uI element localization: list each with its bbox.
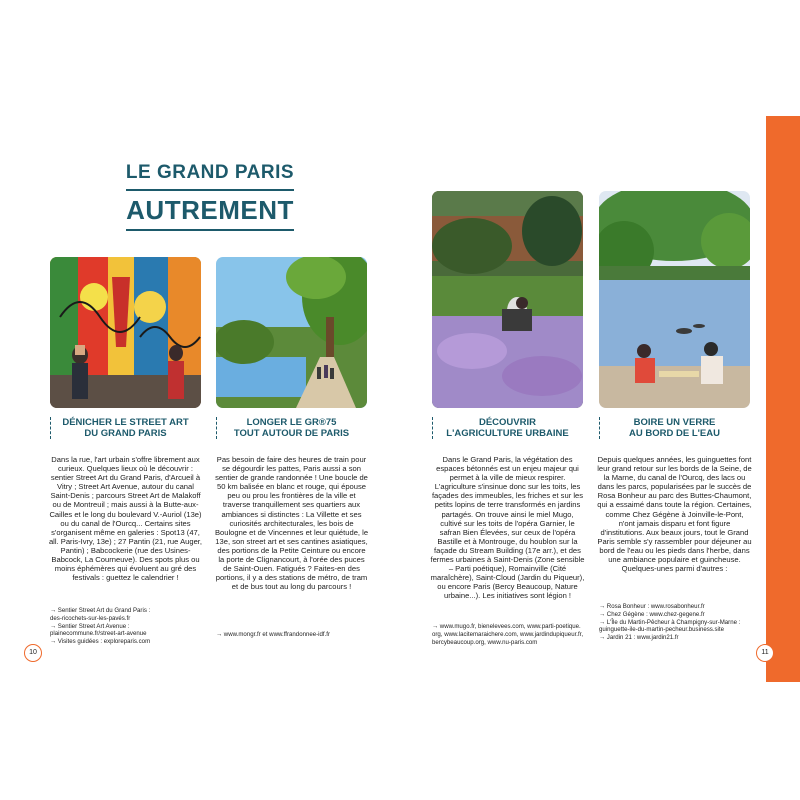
section-title-line2: TOUT AUTOUR DE PARIS xyxy=(233,428,350,439)
section-title-line1: DÉNICHER LE STREET ART xyxy=(62,417,189,428)
section-body-text: Dans le Grand Paris, la végétation des espaces bétonnés est un enjeu majeur qui permet à la ville de mieux respirer. L'agriculture s'insinue donc sur les toits, les façades des immeubles, les friches et sur les petits lopins de terre transformés en jardins partagés. On trouve ainsi le miel Mugo, cultivé sur les toits de l'opéra Garnier, le safran Bien Élevées, sur ceux de l'opéra Bastille et à Montrouge, du houblon sur la façade du Stream Building (17e arr.), et des fermes urbaines à Saint-Denis (Zone sensible – Parti poétique), Romainville (Cité maraîchère), Saint-Cloud (Jardin du Piqueur), ou encore Paris (Bercy Beaucoup, Nature urbaine...). Les initiatives sont légion ! xyxy=(430,455,585,601)
section-title-line1: LONGER LE GR®75 xyxy=(246,417,337,428)
page-number-left: 10 xyxy=(24,644,42,662)
link-item[interactable]: → Chez Gégène : www.chez-gegene.fr xyxy=(599,610,705,618)
links-street-art xyxy=(50,607,150,646)
link-item[interactable]: guinguette-ile-du-martin-pecheur.business.site xyxy=(599,626,724,634)
section-body-street-art xyxy=(48,455,203,582)
section-body-text: Pas besoin de faire des heures de train pour se dégourdir les pattes, Paris aussi a son sentier de grande randonnée ! Une boucle de 50 km balisée en blanc et rouge, qui épouse peu ou prou les frontières de la ville et traverse tranquillement ses quartiers aux ambiances si distinctes : La Villette et ses curiosités architecturales, les bois de Boulogne et de Vincennes et leur quiétude, le 13e, son street art et ses cantines asiatiques, des portions de la Petite Ceinture ou encore la porte de Clignancourt, à l'orée des puces de Saint-Ouen. Fatigués ? Faites-en des portions, il y a des stations de métro, de tram et de bus tout au long du parcours ! xyxy=(214,455,369,592)
section-title-dashed-rule xyxy=(432,417,433,439)
section-title-gr75 xyxy=(216,417,367,439)
title-rule-bottom xyxy=(126,229,294,231)
link-item[interactable]: → Jardin 21 : www.jardin21.fr xyxy=(599,634,679,642)
gr75-lake-photo xyxy=(216,257,367,408)
links-gr75 xyxy=(216,631,330,639)
link-item[interactable]: → Visites guidées : exploreparis.com xyxy=(50,638,151,646)
link-item[interactable]: bercybeaucoup.org, www.nu-paris.com xyxy=(432,638,538,646)
link-item[interactable]: → www.mongr.fr et www.ffrandonnee-idf.fr xyxy=(216,631,331,638)
page-title-line2: AUTREMENT xyxy=(126,195,294,225)
section-title-line2: DU GRAND PARIS xyxy=(84,428,167,439)
link-item[interactable]: org, www.lacitemaraichere.com, www.jardindupiqueur.fr, xyxy=(432,630,584,638)
links-guinguettes xyxy=(599,603,740,642)
orange-side-band xyxy=(766,116,800,682)
link-item[interactable]: → Rosa Bonheur : www.rosabonheur.fr xyxy=(599,603,705,610)
link-item[interactable]: des-ricochets-sur-les-pavés.fr xyxy=(50,614,131,622)
page-title-line1: LE GRAND PARIS xyxy=(125,162,295,183)
urban-agriculture-photo xyxy=(432,191,583,408)
section-title-line2: AU BORD DE L'EAU xyxy=(629,428,720,439)
section-body-text: Dans la rue, l'art urbain s'offre librement aux curieux. Quelques lieux où le découvrir : sentier Street Art du Grand Paris, d'Arcueil à Vitry ; Street Art Avenue, autour du canal Saint-Denis ; parcours Street Art de Malakoff ou de Montreuil ; mais aussi à la Butte-aux-Cailles et le long du boulevard V.-Auriol (13e) ou du canal de l'Ourcq... Certains sites s'organisent même en galeries : Spot13 (47, all. Paris-Ivry, 13e) ; 27 Pantin (21, rue Auger, Pantin) ; Babcockerie (rue des Usines-Babcock, La Courneuve). Des spots plus ou moins éphémères qui évoluent au gré des festivals : guettez le calendrier ! xyxy=(48,455,203,583)
section-title-guinguettes xyxy=(599,417,750,439)
section-title-agriculture xyxy=(432,417,583,439)
guinguette-photo xyxy=(599,191,750,408)
link-item[interactable]: plainecommune.fr/street-art-avenue xyxy=(50,630,147,638)
link-item[interactable]: → Sentier Street Art du Grand Paris : xyxy=(50,607,151,614)
title-rule-top xyxy=(126,189,294,191)
section-body-guinguettes xyxy=(597,455,752,573)
section-title-dashed-rule xyxy=(50,417,51,439)
link-item[interactable]: → www.mugo.fr, bienelevees.com, www.parti-poetique. xyxy=(432,623,581,630)
section-body-gr75 xyxy=(214,455,369,591)
section-body-agriculture xyxy=(430,455,585,601)
section-body-text: Depuis quelques années, les guinguettes font leur grand retour sur les bords de la Seine, de la Marne, du canal de l'Ourcq, des lacs ou dans les parcs, popularisées par le succès de Rosa Bonheur au parc des Buttes-Chaumont, qui a essaimé dans toute la région. Certaines, comme Chez Gégène à Joinville-le-Pont, n'ont jamais disparu et font figure d'institutions. Aux beaux jours, tout le Grand Paris semble s'y rassembler pour déjeuner au bord de l'eau ou les pieds dans l'herbe, dans une ambiance populaire et guincheuse. Quelques-unes parmi d'autres : xyxy=(597,455,752,574)
section-title-dashed-rule xyxy=(216,417,217,439)
section-title-dashed-rule xyxy=(599,417,600,439)
page-number-right: 11 xyxy=(756,644,774,662)
link-item[interactable]: → L'Île du Martin-Pêcheur à Champigny-sur-Marne : xyxy=(599,618,741,626)
street-art-photo xyxy=(50,257,201,408)
page-title xyxy=(120,162,300,236)
section-title-line1: DÉCOUVRIR xyxy=(478,417,536,428)
section-title-street-art xyxy=(50,417,201,439)
section-title-line2: L'AGRICULTURE URBAINE xyxy=(446,428,569,439)
link-item[interactable]: → Sentier Street Art Avenue : xyxy=(50,622,130,630)
section-title-line1: BOIRE UN VERRE xyxy=(633,417,716,428)
links-agriculture xyxy=(432,623,583,646)
